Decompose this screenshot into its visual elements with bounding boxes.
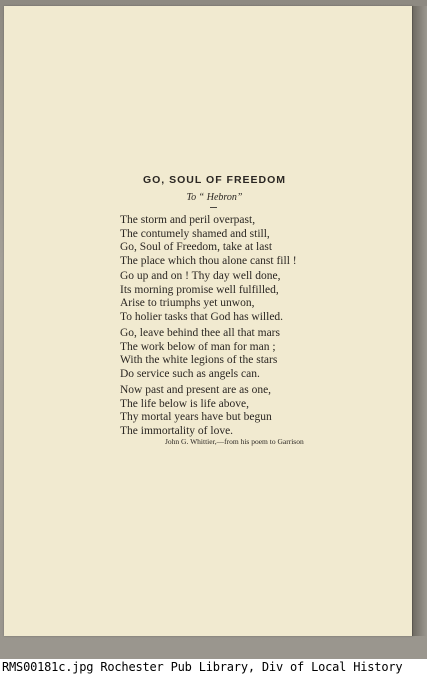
stanza-line: Do service such as angels can. — [120, 367, 260, 380]
poem-subtitle: To “ Hebron” — [186, 192, 243, 203]
stanza-line: To holier tasks that God has willed. — [120, 310, 284, 323]
stanza-line: The work below of man for man ; — [120, 340, 276, 353]
stanza-line: The place which thou alone canst fill ! — [120, 254, 297, 267]
poem-title: GO, SOUL OF FREEDOM — [142, 174, 287, 186]
stanza-line: Go up and on ! Thy day well done, — [120, 270, 281, 282]
stanza-line: Arise to triumphs yet unwon, — [120, 297, 255, 309]
stanza-2 — [120, 270, 410, 324]
stanza-line: Thy mortal years have but begun — [120, 411, 272, 423]
stanza-line: The immortality of love. — [120, 424, 234, 437]
stanza-line: Go, Soul of Freedom, take at last — [120, 241, 273, 253]
page-edge-shadow — [413, 6, 427, 636]
stanza-4 — [120, 384, 410, 438]
title-divider — [210, 207, 217, 208]
stanza-3 — [120, 327, 410, 381]
stanza-line: With the white legions of the stars — [120, 354, 278, 366]
image-caption: RMS00181c.jpg Rochester Pub Library, Div of Local History — [2, 660, 403, 674]
stanza-line: Its morning promise well fulfilled, — [120, 283, 279, 296]
poem-attribution: John G. Whittier,—from his poem to Garrison — [165, 437, 304, 446]
stanza-line: Go, leave behind thee all that mars — [120, 327, 280, 339]
paper-page — [4, 6, 413, 636]
stanza-line: The storm and peril overpast, — [120, 214, 256, 226]
stanza-line: Now past and present are as one, — [120, 384, 272, 396]
stanza-line: The contumely shamed and still, — [120, 227, 270, 240]
stanza-line: The life below is life above, — [120, 397, 250, 410]
stanza-1 — [120, 214, 410, 268]
poem-content — [4, 6, 413, 636]
